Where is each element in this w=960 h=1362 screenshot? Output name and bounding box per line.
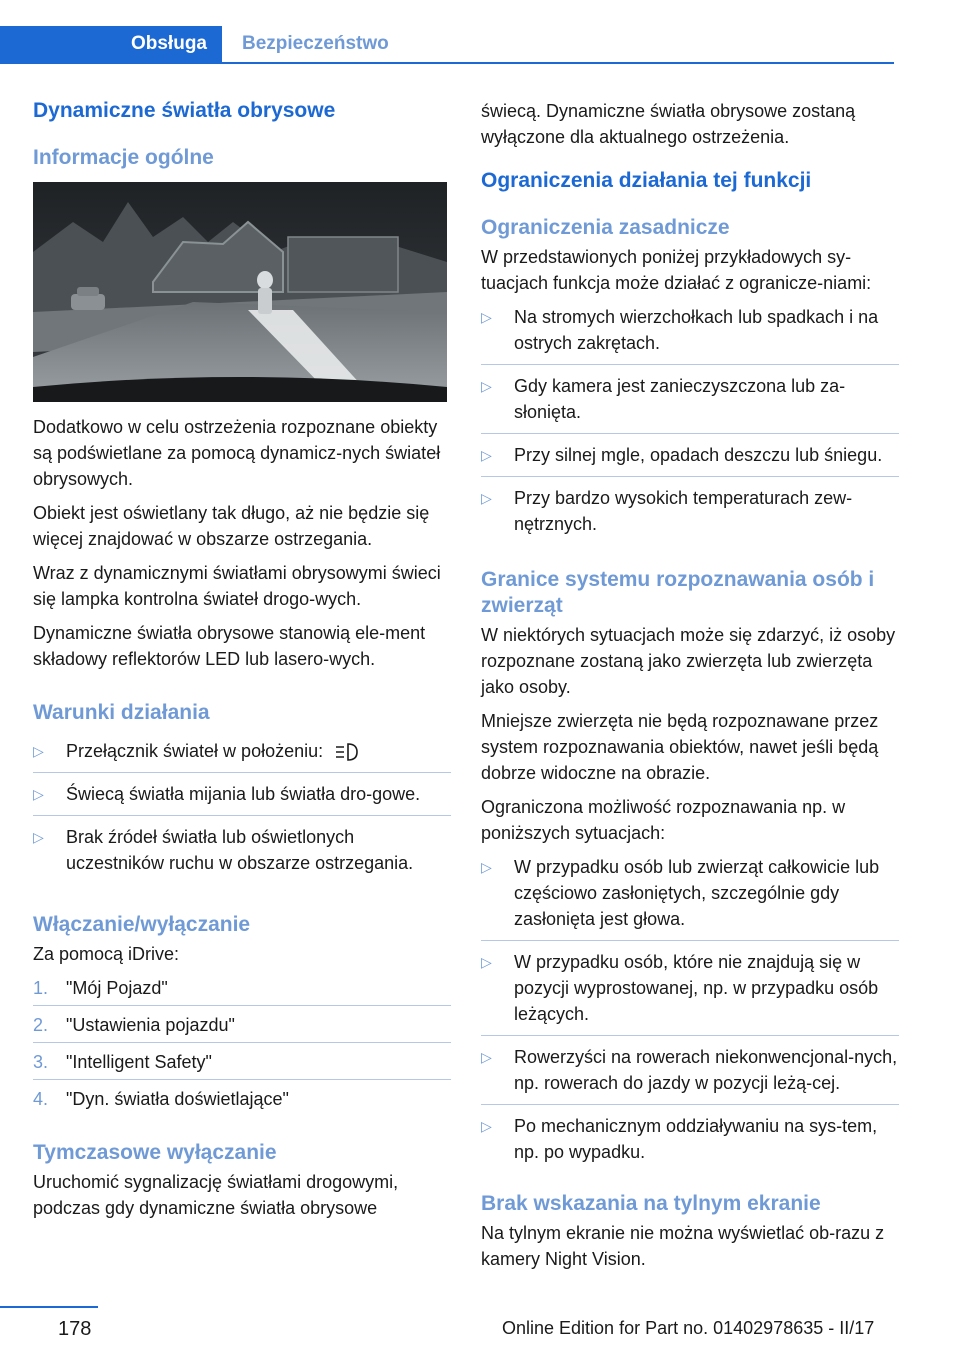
- basic-limits-list: [481, 304, 899, 545]
- list-item: [481, 442, 899, 477]
- paragraph: Wraz z dynamicznymi światłami obrysowymi świeci się lampka kontrolna świateł drogo‐wych.: [33, 563, 441, 610]
- paragraph: Obiekt jest oświetlany tak długo, aż nie będzie się więcej znajdować w obszarze ostrzegania.: [33, 503, 430, 550]
- night-vision-image: [33, 182, 447, 402]
- list-item-text: Rowerzyści na rowerach niekonwencjonal‐nych, np. rowerach do jazdy w pozycji leżą‐cej.: [514, 1046, 898, 1093]
- list-item: [33, 738, 451, 773]
- step-text: "Ustawienia pojazdu": [66, 1014, 235, 1035]
- step-number: 3.: [33, 1051, 49, 1072]
- list-item: [481, 1044, 899, 1105]
- tab-obsluga[interactable]: Obsługa: [0, 26, 222, 62]
- steps-list: [33, 975, 451, 1116]
- list-item: [33, 781, 451, 816]
- triangle-bullet-icon: ▷: [481, 953, 492, 970]
- list-item-text: W przypadku osób lub zwierząt całkowicie lub częściowo zasłoniętych, szczególnie gdy zasłonięta jest głowa.: [514, 856, 880, 929]
- step-item: [33, 1086, 451, 1116]
- list-item: [33, 824, 451, 884]
- section-heading-detection: Granice systemu rozpoznawania osób i zwierząt: [481, 568, 875, 617]
- list-item-text: Świecą światła mijania lub światła dro‐gowe.: [66, 783, 421, 804]
- page-title: Dynamiczne światła obrysowe: [33, 99, 336, 122]
- section-heading-temp: Tymczasowe wyłączanie: [33, 1140, 277, 1164]
- list-item-text: Przy bardzo wysokich temperaturach zew‐nętrznych.: [514, 488, 853, 535]
- section-title-limits: Ograniczenia działania tej funkcji: [481, 169, 812, 192]
- step-number: 1.: [33, 977, 49, 998]
- section-heading-rear: Brak wskazania na tylnym ekranie: [481, 1191, 821, 1215]
- conditions-list: [33, 738, 451, 884]
- list-item-text: Przełącznik świateł w położeniu:: [66, 740, 324, 761]
- step-number: 2.: [33, 1014, 49, 1035]
- list-item-text: W przypadku osób, które nie znajdują się w pozycji wyprostowanej, np. w przypadku osób leżących.: [514, 951, 879, 1024]
- paragraph: W niektórych sytuacjach może się zdarzyć, iż osoby rozpoznane zostaną jako zwierzęta lub zwierzęta jako osoby.: [481, 624, 896, 697]
- triangle-bullet-icon: ▷: [481, 1117, 492, 1134]
- paragraph: Ograniczona możliwość rozpoznawania np. w poniższych sytuacjach:: [481, 796, 846, 843]
- page-number: 178: [58, 1318, 92, 1340]
- triangle-bullet-icon: ▷: [481, 490, 492, 507]
- step-text: "Dyn. światła doświetlające": [66, 1088, 289, 1109]
- list-item-text: Przy silnej mgle, opadach deszczu lub śniegu.: [514, 445, 883, 466]
- list-item: [481, 304, 899, 365]
- paragraph: Mniejsze zwierzęta nie będą rozpoznawane przez system rozpoznawania obiektów, nawet jeśli będą dobrze widoczne na obrazie.: [481, 710, 879, 783]
- step-item: [33, 1012, 451, 1043]
- section-heading-general: Informacje ogólne: [33, 146, 214, 170]
- section-heading-onoff: Włączanie/wyłączanie: [33, 912, 251, 936]
- paragraph: W przedstawionych poniżej przykładowych sy‐tuacjach funkcja może działać z ogranicze‐niami:: [481, 247, 872, 294]
- list-item-text: Na stromych wierzchołkach lub spadkach i na ostrych zakrętach.: [514, 307, 879, 354]
- step-item: [33, 1049, 451, 1080]
- section-heading-basic: Ograniczenia zasadnicze: [481, 216, 730, 240]
- right-column: [481, 98, 899, 1280]
- header-tabs: [0, 26, 894, 64]
- paragraph: Dodatkowo w celu ostrzeżenia rozpoznane obiekty są podświetlane za pomocą dynamicz‐nych świateł obrysowych.: [33, 417, 441, 490]
- triangle-bullet-icon: ▷: [481, 447, 492, 464]
- list-item: [481, 854, 899, 941]
- tab-bezpieczenstwo[interactable]: Bezpieczeństwo: [242, 33, 389, 54]
- triangle-bullet-icon: ▷: [481, 378, 492, 395]
- paragraph: świecą. Dynamiczne światła obrysowe zostaną wyłączone dla aktualnego ostrzeżenia.: [481, 101, 856, 147]
- edition-note: Online Edition for Part no. 01402978635 - II/17: [502, 1318, 875, 1338]
- footer-rule: [0, 1306, 98, 1308]
- left-column: [33, 98, 451, 1229]
- triangle-bullet-icon: ▷: [33, 828, 44, 845]
- list-item: [481, 373, 899, 434]
- step-item: [33, 975, 451, 1006]
- list-item: [481, 949, 899, 1036]
- triangle-bullet-icon: ▷: [481, 1048, 492, 1065]
- step-number: 4.: [33, 1088, 49, 1109]
- step-text: "Mój Pojazd": [66, 977, 168, 998]
- triangle-bullet-icon: ▷: [33, 785, 44, 802]
- section-heading-conditions: Warunki działania: [33, 701, 210, 725]
- list-item-text: Po mechanicznym oddziaływaniu na sys‐tem, np. po wypadku.: [514, 1115, 878, 1162]
- paragraph: Dynamiczne światła obrysowe stanowią ele‐ment składowy reflektorów LED lub lasero‐wych.: [33, 623, 426, 670]
- triangle-bullet-icon: ▷: [481, 858, 492, 875]
- step-text: "Intelligent Safety": [66, 1051, 212, 1072]
- list-item-text: Brak źródeł światła lub oświetlonych uczestników ruchu w obszarze ostrzegania.: [66, 826, 414, 873]
- list-item: [481, 1113, 899, 1173]
- paragraph: Za pomocą iDrive:: [33, 943, 180, 964]
- list-item: [481, 485, 899, 545]
- list-item-text: Gdy kamera jest zanieczyszczona lub za‐słonięta.: [514, 376, 846, 423]
- auto-headlight-icon: [334, 741, 360, 763]
- detection-limits-list: [481, 854, 899, 1173]
- triangle-bullet-icon: ▷: [481, 309, 492, 326]
- paragraph: Na tylnym ekranie nie można wyświetlać ob‐razu z kamery Night Vision.: [481, 1222, 885, 1269]
- triangle-bullet-icon: ▷: [33, 742, 44, 759]
- paragraph: Uruchomić sygnalizację światłami drogowymi, podczas gdy dynamiczne światła obrysowe: [33, 1171, 399, 1218]
